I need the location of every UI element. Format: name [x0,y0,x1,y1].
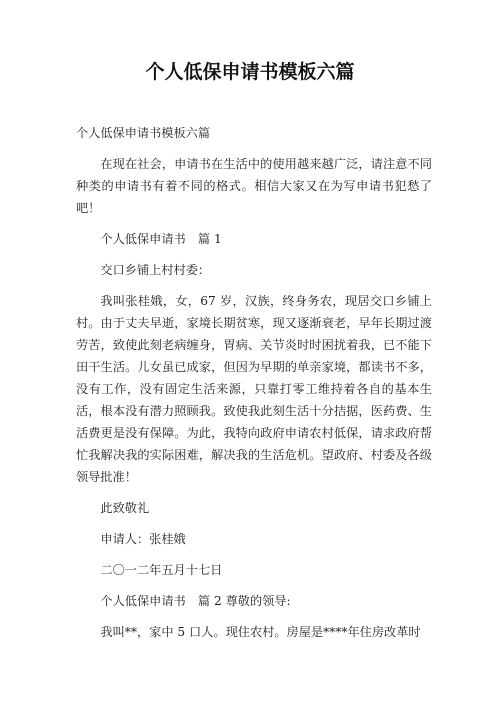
document-subtitle: 个人低保申请书模板六篇 [76,126,211,140]
document-body [76,122,432,643]
document-title: 个人低保申请书模板六篇 [145,61,355,83]
letter1-date: 二〇一二年五月十七日 [100,563,223,577]
letter2-heading: 个人低保申请书 篇 2 尊敬的领导: [100,594,291,608]
letter1-salutation: 交口乡铺上村村委： [100,263,211,277]
intro-paragraph: 在现在社会，申请书在生活中的使用越来越广泛，请注意不同种类的申请书有着不同的格式。相信大家又在为写申请书犯愁了吧！ [76,157,432,215]
letter1-body: 我叫张桂娥，女，67 岁，汉族，终身务农，现居交口乡铺上村。由于丈夫早逝，家境长期贫寒，现又逐渐衰老，早年长期过渡劳苦，致使此刻老病缠身，胃病、关节炎时时困扰着我，已不能下田干生活。儿女虽已成家，但因为早期的单亲家境，都读书不多，没有工作，没有固定生活来源，只靠打零工维持着各自的基本生活，根本没有潜力照顾我。致使我此刻生活十分拮据，医药费、生活费更是没有保障。为此，我特向政府申请农村低保，请求政府帮忙我解决我的实际困难，解决我的生活危机。望政府、村委及各级领导批准！ [76,294,432,484]
letter1-applicant: 申请人：张桂娥 [100,532,186,546]
letter2-body: 我叫**，家中 5 口人。现住农村。房屋是****年住房改革时 [100,625,421,639]
letter1-closing: 此致敬礼 [100,501,150,515]
letter1-heading: 个人低保申请书 篇 1 [100,232,222,246]
